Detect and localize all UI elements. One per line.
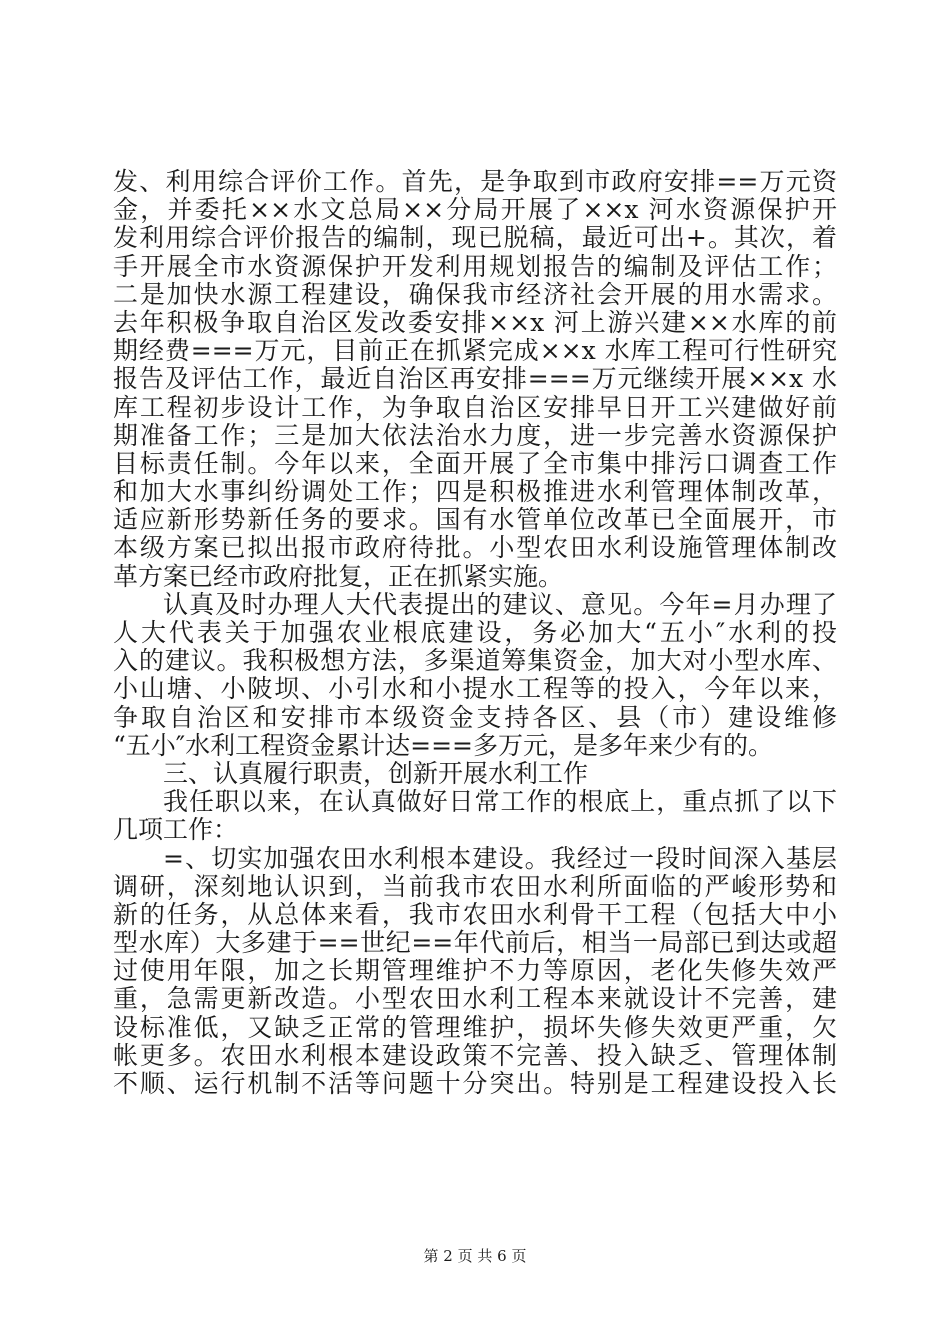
text-line: 设标准低，又缺乏正常的管理维护，损坏失修失效更严重，欠 (113, 1012, 837, 1042)
document-body (113, 168, 837, 1098)
text-line: 期经费===万元，目前正在抓紧完成××x 水库工程可行性研究 (113, 336, 837, 366)
text-line: 二是加快水源工程建设，确保我市经济社会开展的用水需求。 (113, 279, 837, 309)
page-footer: 第 2 页 共 6 页 (423, 1247, 527, 1265)
text-line: 争取自治区和安排市本级资金支持各区、县（市）建设维修 (113, 702, 837, 732)
text-line: 不顺、运行机制不活等问题十分突出。特别是工程建设投入长 (113, 1069, 837, 1098)
text-line: “五小″水利工程资金累计达===多万元，是多年来少有的。 (113, 730, 773, 760)
text-line: 去年积极争取自治区发改委安排××x 河上游兴建××水库的前 (113, 307, 837, 337)
text-line: 几项工作： (113, 815, 239, 845)
text-line: 库工程初步设计工作，为争取自治区安排早日开工兴建做好前 (113, 392, 837, 422)
text-line: 发、利用综合评价工作。首先，是争取到市政府安排==万元资 (113, 167, 837, 196)
text-line: 调研，深刻地认识到，当前我市农田水利所面临的严峻形势和 (113, 871, 837, 901)
text-line: 适应新形势新任务的要求。国有水管单位改革已全面展开，市 (113, 505, 837, 535)
text-line: 入的建议。我积极想方法，多渠道筹集资金，加大对小型水库、 (113, 646, 837, 676)
text-line: 重，急需更新改造。小型农田水利工程本来就设计不完善，建 (113, 984, 837, 1014)
text-line: 本级方案已拟出报市政府待批。小型农田水利设施管理体制改 (113, 533, 837, 563)
text-line: 报告及评估工作，最近自治区再安排===万元继续开展××x 水 (113, 364, 837, 394)
text-line: 手开展全市水资源保护开发利用规划报告的编制及评估工作； (113, 251, 837, 281)
text-line: 帐更多。农田水利根本建设政策不完善、投入缺乏、管理体制 (113, 1040, 837, 1070)
text-line: 革方案已经市政府批复，正在抓紧实施。 (113, 561, 564, 591)
text-line: 发利用综合评价报告的编制，现已脱稿，最近可出+。其次，着 (113, 223, 837, 253)
text-line: 新的任务，从总体来看，我市农田水利骨干工程（包括大中小 (113, 899, 837, 929)
text-line: 小山塘、小陂坝、小引水和小提水工程等的投入，今年以来， (113, 674, 837, 704)
text-line: 人大代表关于加强农业根底建设，务必加大“五小″水利的投 (113, 618, 837, 647)
text-line: 过使用年限，加之长期管理维护不力等原因，老化失修失效严 (113, 956, 837, 986)
text-line: 三、认真履行职责，创新开展水利工作 (163, 758, 589, 788)
text-line: 和加大水事纠纷调处工作；四是积极推进水利管理体制改革， (113, 477, 837, 507)
text-line: 认真及时办理人大代表提出的建议、意见。今年=月办理了 (163, 589, 837, 619)
text-line: 目标责任制。今年以来，全面开展了全市集中排污口调查工作 (113, 448, 837, 478)
text-line: =、切实加强农田水利根本建设。我经过一段时间深入基层 (163, 843, 837, 873)
text-line: 金，并委托××水文总局××分局开展了××x 河水资源保护开 (113, 195, 837, 225)
text-line: 型水库）大多建于==世纪==年代前后，相当一局部已到达或超 (113, 928, 837, 958)
text-line: 期准备工作；三是加大依法治水力度，进一步完善水资源保护 (113, 420, 837, 450)
text-line: 我任职以来，在认真做好日常工作的根底上，重点抓了以下 (163, 787, 837, 817)
